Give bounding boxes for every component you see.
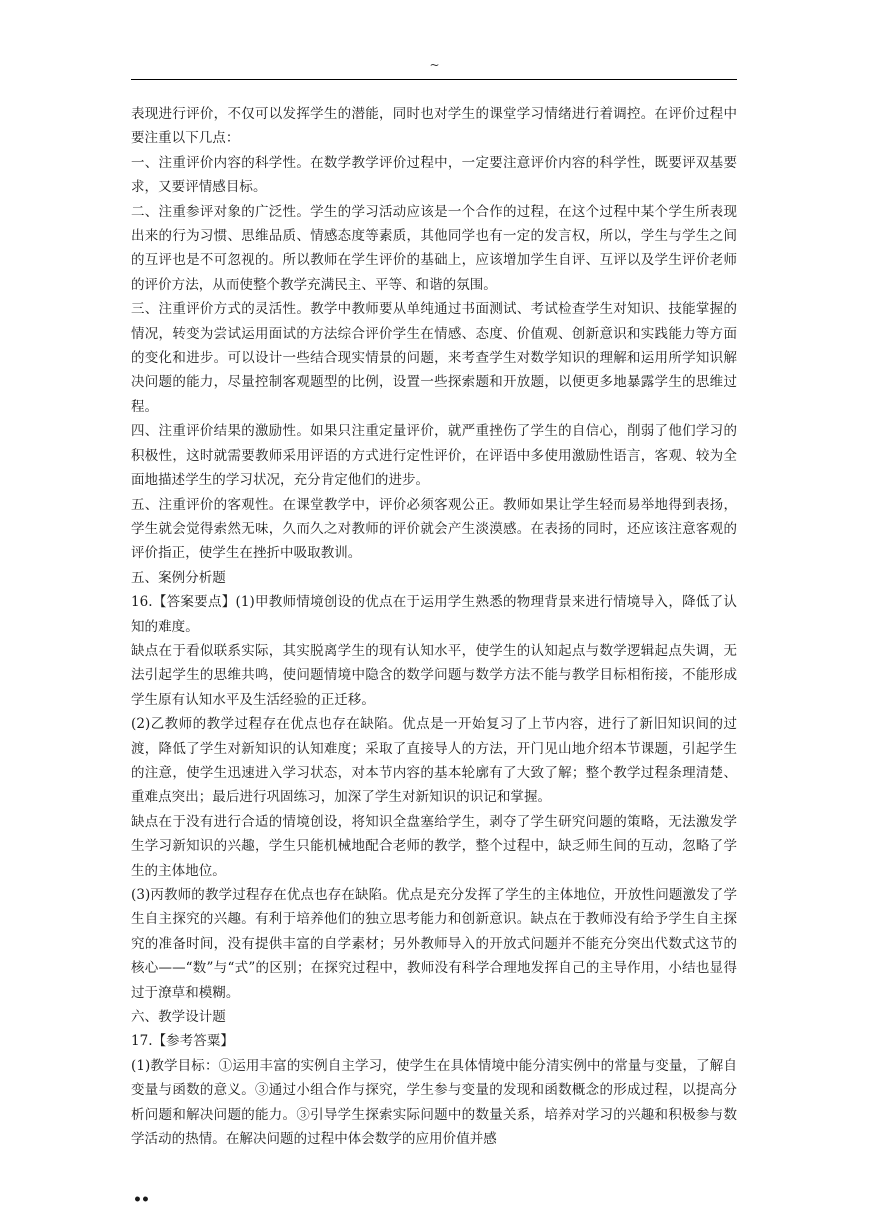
section-heading-case-analysis: 五、案例分析题 xyxy=(131,569,226,586)
paragraph-q16-part2-weakness: 缺点在于没有进行合适的情境创设，将知识全盘塞给学生，剥夺了学生研究问题的策略，无法激发学生学习新知识的兴趣，学生只能机械地配合老师的教学，整个过程中，缺乏师生间的互动，忽略了学生的主体地位。 xyxy=(131,813,737,879)
header-rule xyxy=(131,79,737,80)
paragraph-q16-part2: (2)乙教师的教学过程存在优点也存在缺陷。优点是一开始复习了上节内容，进行了新旧知识间的过渡，降低了学生对新知识的认知难度；采取了直接导人的方法，开门见山地介绍本节课题，引起学生的注意，使学生迅速进入学习状态，对本节内容的基本轮廓有了大致了解；整个教学过程条理清楚、重难点突出；最后进行巩固练习，加深了学生对新知识的识记和掌握。 xyxy=(131,716,737,806)
paragraph-q17-heading: 17.【参考答粟】 xyxy=(131,1033,234,1050)
paragraph-intro-continuation: 表现进行评价，不仅可以发挥学生的潜能，同时也对学生的课堂学习情绪进行着调控。在评价过程中要注重以下几点： xyxy=(131,106,737,147)
paragraph-q16-part1: 16.【答案要点】(1)甲教师情境创设的优点在于运用学生熟悉的物理背景来进行情境导入，降低了认知的难度。 xyxy=(131,594,737,635)
paragraph-q17-objectives: (1)教学目标：①运用丰富的实例自主学习，使学生在具体情境中能分清实例中的常量与变量，了解自变量与函数的意义。③通过小组合作与探究，学生参与变量的发现和函数概念的形成过程，以提高分析问题和解决问题的能力。③引导学生探索实际问题中的数量关系，培养对学习的兴趣和积极参与数学活动的热情。在解决问题的过程中体会数学的应用价值并感 xyxy=(131,1057,737,1148)
paragraph-point-1: 一、注重评价内容的科学性。在数学教学评价过程中，一定要注意评价内容的科学性，既要评双基要求，又要评情感目标。 xyxy=(131,154,737,196)
paragraph-point-3: 三、注重评价方式的灵活性。教学中教师要从单纯通过书面测试、考试检查学生对知识、技能掌握的情况，转变为尝试运用面试的方法综合评价学生在情感、态度、价值观、创新意识和实践能力等方面的变化和进步。可以设计一些结合现实情景的问题，来考查学生对数学知识的理解和运用所学知识解决问题的能力，尽量控制客观题型的比例，设置一些探索题和开放题，以便更多地暴露学生的思维过程。 xyxy=(131,301,737,415)
paragraph-point-4: 四、注重评价结果的激励性。如果只注重定量评价，就严重挫伤了学生的自信心，削弱了他们学习的积极性，这时就需要教师采用评语的方式进行定性评价，在评语中多使用激励性语言，客观、较为全面地描述学生的学习状况，充分肯定他们的进步。 xyxy=(131,423,737,489)
paragraph-point-5: 五、注重评价的客观性。在课堂教学中，评价必须客观公正。教师如果让学生轻而易举地得到表扬，学生就会觉得索然无味，久而久之对教师的评价就会产生淡漠感。在表扬的同时，还应该注意客观的评价指正，使学生在挫折中吸取教训。 xyxy=(131,496,737,562)
footer-mark: •• xyxy=(133,1192,149,1208)
paragraph-q16-part1-weakness: 缺点在于看似联系实际，其实脱离学生的现有认知水平，使学生的认知起点与数学逻辑起点失调，无法引起学生的思维共鸣，使问题情境中隐含的数学问题与数学方法不能与教学目标相衔接，不能形成学生原有认知水平及生活经验的正迁移。 xyxy=(131,642,737,708)
document-body xyxy=(131,102,737,1151)
paragraph-q16-part3: (3)丙教师的教学过程存在优点也存在缺陷。优点是充分发挥了学生的主体地位，开放性问题激发了学生自主探究的兴趣。有利于培养他们的独立思考能力和创新意识。缺点在于教师没有给予学生自主探究的准备时间，没有提供丰富的自学素材；另外教师导入的开放式问题并不能充分突出代数式这节的核心——“数”与“式”的区别；在探究过程中，教师没有科学合理地发挥自己的主导作用，小结也显得过于潦草和模糊。 xyxy=(131,887,737,1001)
header-mark: ~ xyxy=(429,58,440,72)
paragraph-point-2: 二、注重参评对象的广泛性。学生的学习活动应该是一个合作的过程，在这个过程中某个学生所表现出来的行为习惯、思维品质、情感态度等素质，其他同学也有一定的发言权，所以，学生与学生之间的互评也是不可忽视的。所以教师在学生评价的基础上，应该增加学生自评、互评以及学生评价老师的评价方法，从而使整个教学充满民主、平等、和谐的氛围。 xyxy=(131,203,737,293)
section-heading-teaching-design: 六、教学设计题 xyxy=(131,1009,226,1026)
